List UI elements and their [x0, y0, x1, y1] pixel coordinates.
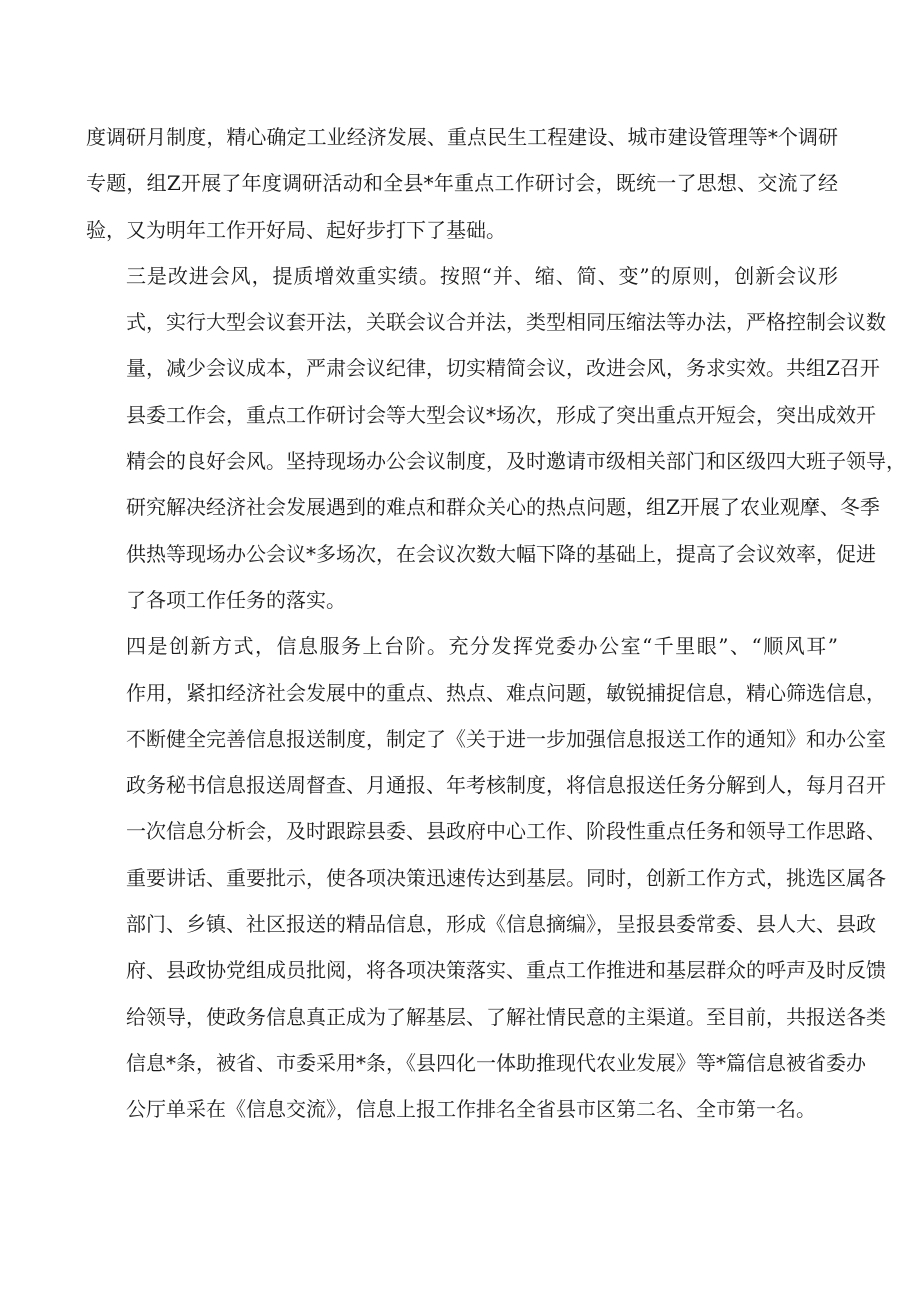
text-line: 度调研月制度，精心确定工业经济发展、重点民生工程建设、城市建设管理等*个调研 — [86, 125, 838, 149]
text-line: 作用，紧扣经济社会发展中的重点、热点、难点问题，敏锐捕捉信息，精心筛选信息， — [126, 680, 886, 705]
text-line: 式，实行大型会议套开法，关联会议合并法，类型相同压缩法等办法，严格控制会议数 — [126, 310, 886, 335]
paragraph — [86, 114, 838, 253]
text-line: 四是创新方式，信息服务上台阶。充分发挥党委办公室“千里眼”、“顺风耳” — [126, 634, 838, 659]
text-line: 府、县政协党组成员批阅，将各项决策落实、重点工作推进和基层群众的呼声及时反馈 — [126, 958, 886, 983]
paragraph — [86, 253, 906, 623]
text-line: 不断健全完善信息报送制度，制定了《关于进一步加强信息报送工作的通知》和办公室 — [126, 726, 886, 751]
text-line: 县委工作会，重点工作研讨会等大型会议*场次，形成了突出重点开短会，突出成效开 — [126, 402, 876, 427]
text-line: 专题，组Z开展了年度调研活动和全县*年重点工作研讨会，既统一了思想、交流了经 — [86, 171, 838, 196]
text-line: 供热等现场办公会议*多场次，在会议次数大幅下降的基础上，提高了会议效率，促进 — [126, 541, 876, 566]
paragraph — [86, 623, 886, 1132]
text-line: 了各项工作任务的落实。 — [126, 587, 346, 612]
text-line: 三是改进会风，提质增效重实绩。按照“并、缩、简、变”的原则，创新会议形 — [126, 263, 838, 288]
text-line: 研究解决经济社会发展遇到的难点和群众关心的热点问题，组Z开展了农业观摩、冬季 — [126, 495, 880, 520]
text-line: 信息*条，被省、市委采用*条，《县四化一体助推现代农业发展》等*篇信息被省委办 — [126, 1050, 866, 1075]
text-line: 重要讲话、重要批示，使各项决策迅速传达到基层。同时，创新工作方式，挑选区属各 — [126, 865, 886, 890]
text-line: 一次信息分析会，及时跟踪县委、县政府中心工作、阶段性重点任务和领导工作思路、 — [126, 819, 886, 844]
text-line: 政务秘书信息报送周督查、月通报、年考核制度，将信息报送任务分解到人，每月召开 — [126, 773, 886, 798]
text-line: 部门、乡镇、社区报送的精品信息，形成《信息摘编》，呈报县委常委、县人大、县政 — [126, 912, 876, 937]
text-line: 给领导，使政务信息真正成为了解基层、了解社情民意的主渠道。至目前，共报送各类 — [126, 1004, 886, 1029]
text-line: 验，又为明年工作开好局、起好步打下了基础。 — [86, 217, 506, 242]
document-body — [86, 114, 906, 1133]
text-line: 量，减少会议成本，严肃会议纪律，切实精简会议，改进会风，务求实效。共组Z召开 — [126, 356, 880, 381]
text-line: 精会的良好会风。坚持现场办公会议制度，及时邀请市级相关部门和区级四大班子领导， — [126, 449, 906, 474]
text-line: 公厅单采在《信息交流》，信息上报工作排名全省县市区第二名、全市第一名。 — [126, 1097, 816, 1122]
